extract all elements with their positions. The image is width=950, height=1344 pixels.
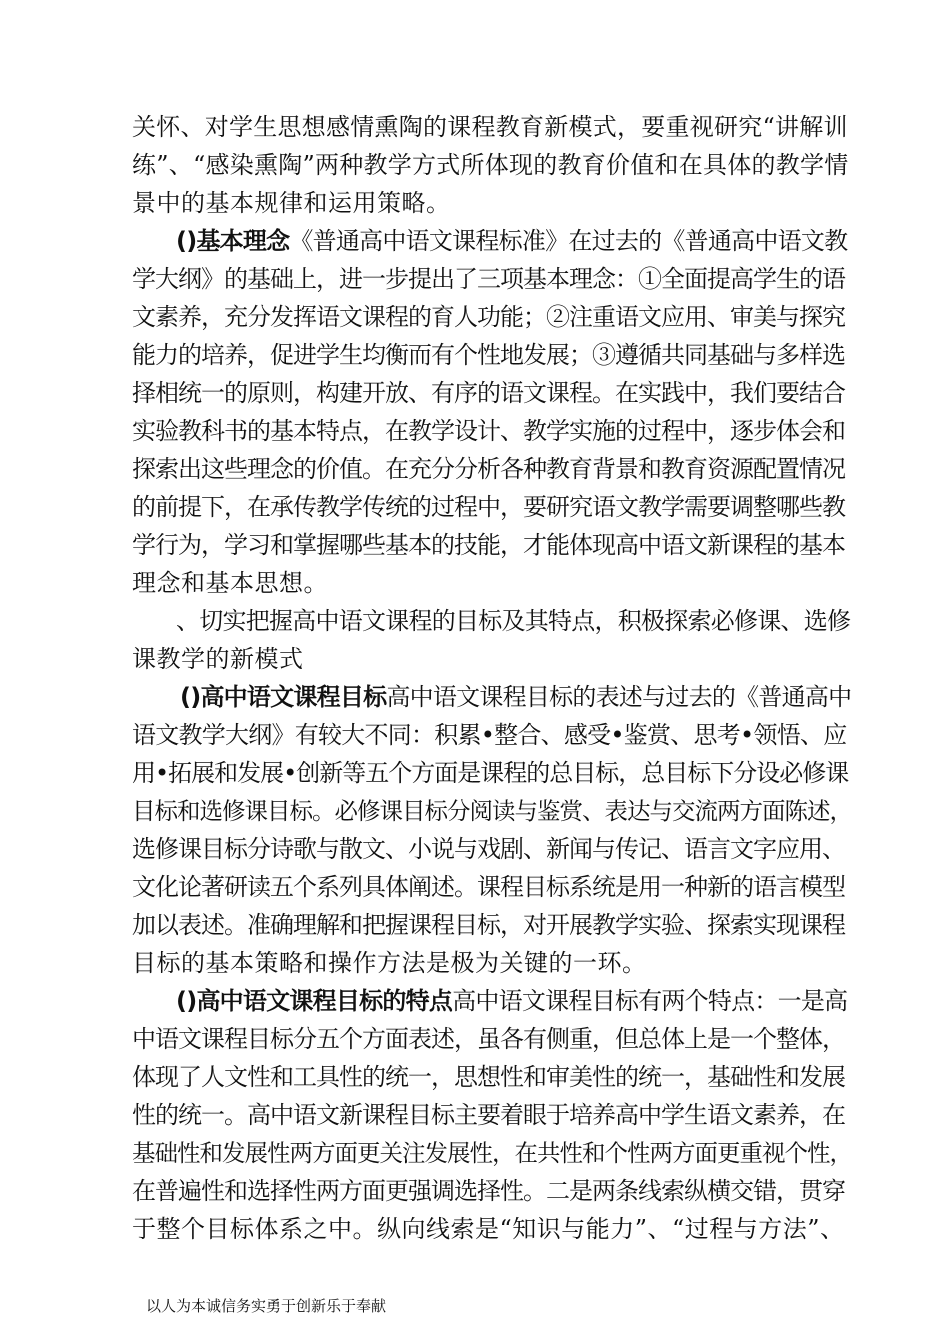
text-line: 文素养，充分发挥语文课程的育人功能；②注重语文应用、审美与探究 [132,303,845,331]
text-line: 练”、“感染熏陶”两种教学方式所体现的教育价值和在具体的教学情 [132,151,849,179]
text-line: 体现了人文性和工具性的统一，思想性和审美性的统一，基础性和发展 [132,1063,845,1091]
text-line: 学大纲》的基础上，进一步提出了三项基本理念：①全面提高学生的语 [132,265,845,293]
section-title-line: 课教学的新模式 [132,645,304,673]
page-footer: 以人为本诚信务实勇于创新乐于奉献 [146,1297,387,1315]
section-heading: ()基本理念 [176,227,290,255]
text-line: 理念和基本思想。 [132,569,328,597]
text-line: 学行为，学习和掌握哪些基本的技能，才能体现高中语文新课程的基本 [132,531,845,559]
text-line: 实验教科书的基本特点，在教学设计、教学实施的过程中，逐步体会和 [132,417,845,445]
text-line: 关怀、对学生思想感情熏陶的课程教育新模式，要重视研究“讲解训 [132,113,848,141]
text-line: 景中的基本规律和运用策略。 [132,189,451,217]
text-line: 目标和选修课目标。必修课目标分阅读与鉴赏、表达与交流两方面陈述， [132,797,852,825]
text-line: 于整个目标体系之中。纵向线索是“知识与能力”、“过程与方法”、 [132,1215,845,1243]
section-title-line: 、切实把握高中语文课程的目标及其特点，积极探索必修课、选修 [176,607,851,635]
text-line: 能力的培养，促进学生均衡而有个性地发展；③遵循共同基础与多样选 [132,341,845,369]
text-span: 高中语文课程目标有两个特点：一是高 [452,987,848,1015]
text-line: 的前提下，在承传教学传统的过程中，要研究语文教学需要调整哪些教 [132,493,845,521]
section-heading: ()高中语文课程目标 [180,683,387,711]
text-line: 语文教学大纲》有较大不同：积累•整合、感受•鉴赏、思考•领悟、应 [132,721,847,749]
text-line: 基础性和发展性两方面更关注发展性，在共性和个性两方面更重视个性， [132,1139,852,1167]
text-span: 《普通高中语文课程标准》在过去的《普通高中语文教 [289,227,848,255]
text-line: 中语文课程目标分五个方面表述，虽各有侧重，但总体上是一个整体， [132,1025,845,1053]
text-span: 高中语文课程目标的表述与过去的《普通高中 [386,683,852,711]
section-heading: ()高中语文课程目标的特点 [176,987,453,1015]
text-line: 目标的基本策略和操作方法是极为关键的一环。 [132,949,647,977]
text-line: 性的统一。高中语文新课程目标主要着眼于培养高中学生语文素养，在 [132,1101,845,1129]
paragraph-first-line [176,984,847,1018]
text-line: 选修课目标分诗歌与散文、小说与戏剧、新闻与传记、语言文字应用、 [132,835,845,863]
text-line: 用•拓展和发展•创新等五个方面是课程的总目标，总目标下分设必修课 [132,759,849,787]
text-line: 在普遍性和选择性两方面更强调选择性。二是两条线索纵横交错，贯穿 [132,1177,845,1205]
paragraph-first-line [180,680,851,714]
text-line: 加以表述。准确理解和把握课程目标，对开展教学实验、探索实现课程 [132,911,845,939]
text-line: 文化论著研读五个系列具体阐述。课程目标系统是用一种新的语言模型 [132,873,845,901]
text-line: 探索出这些理念的价值。在充分分析各种教育背景和教育资源配置情况 [132,455,845,483]
text-line: 择相统一的原则，构建开放、有序的语文课程。在实践中，我们要结合 [132,379,845,407]
paragraph-first-line [176,224,847,258]
